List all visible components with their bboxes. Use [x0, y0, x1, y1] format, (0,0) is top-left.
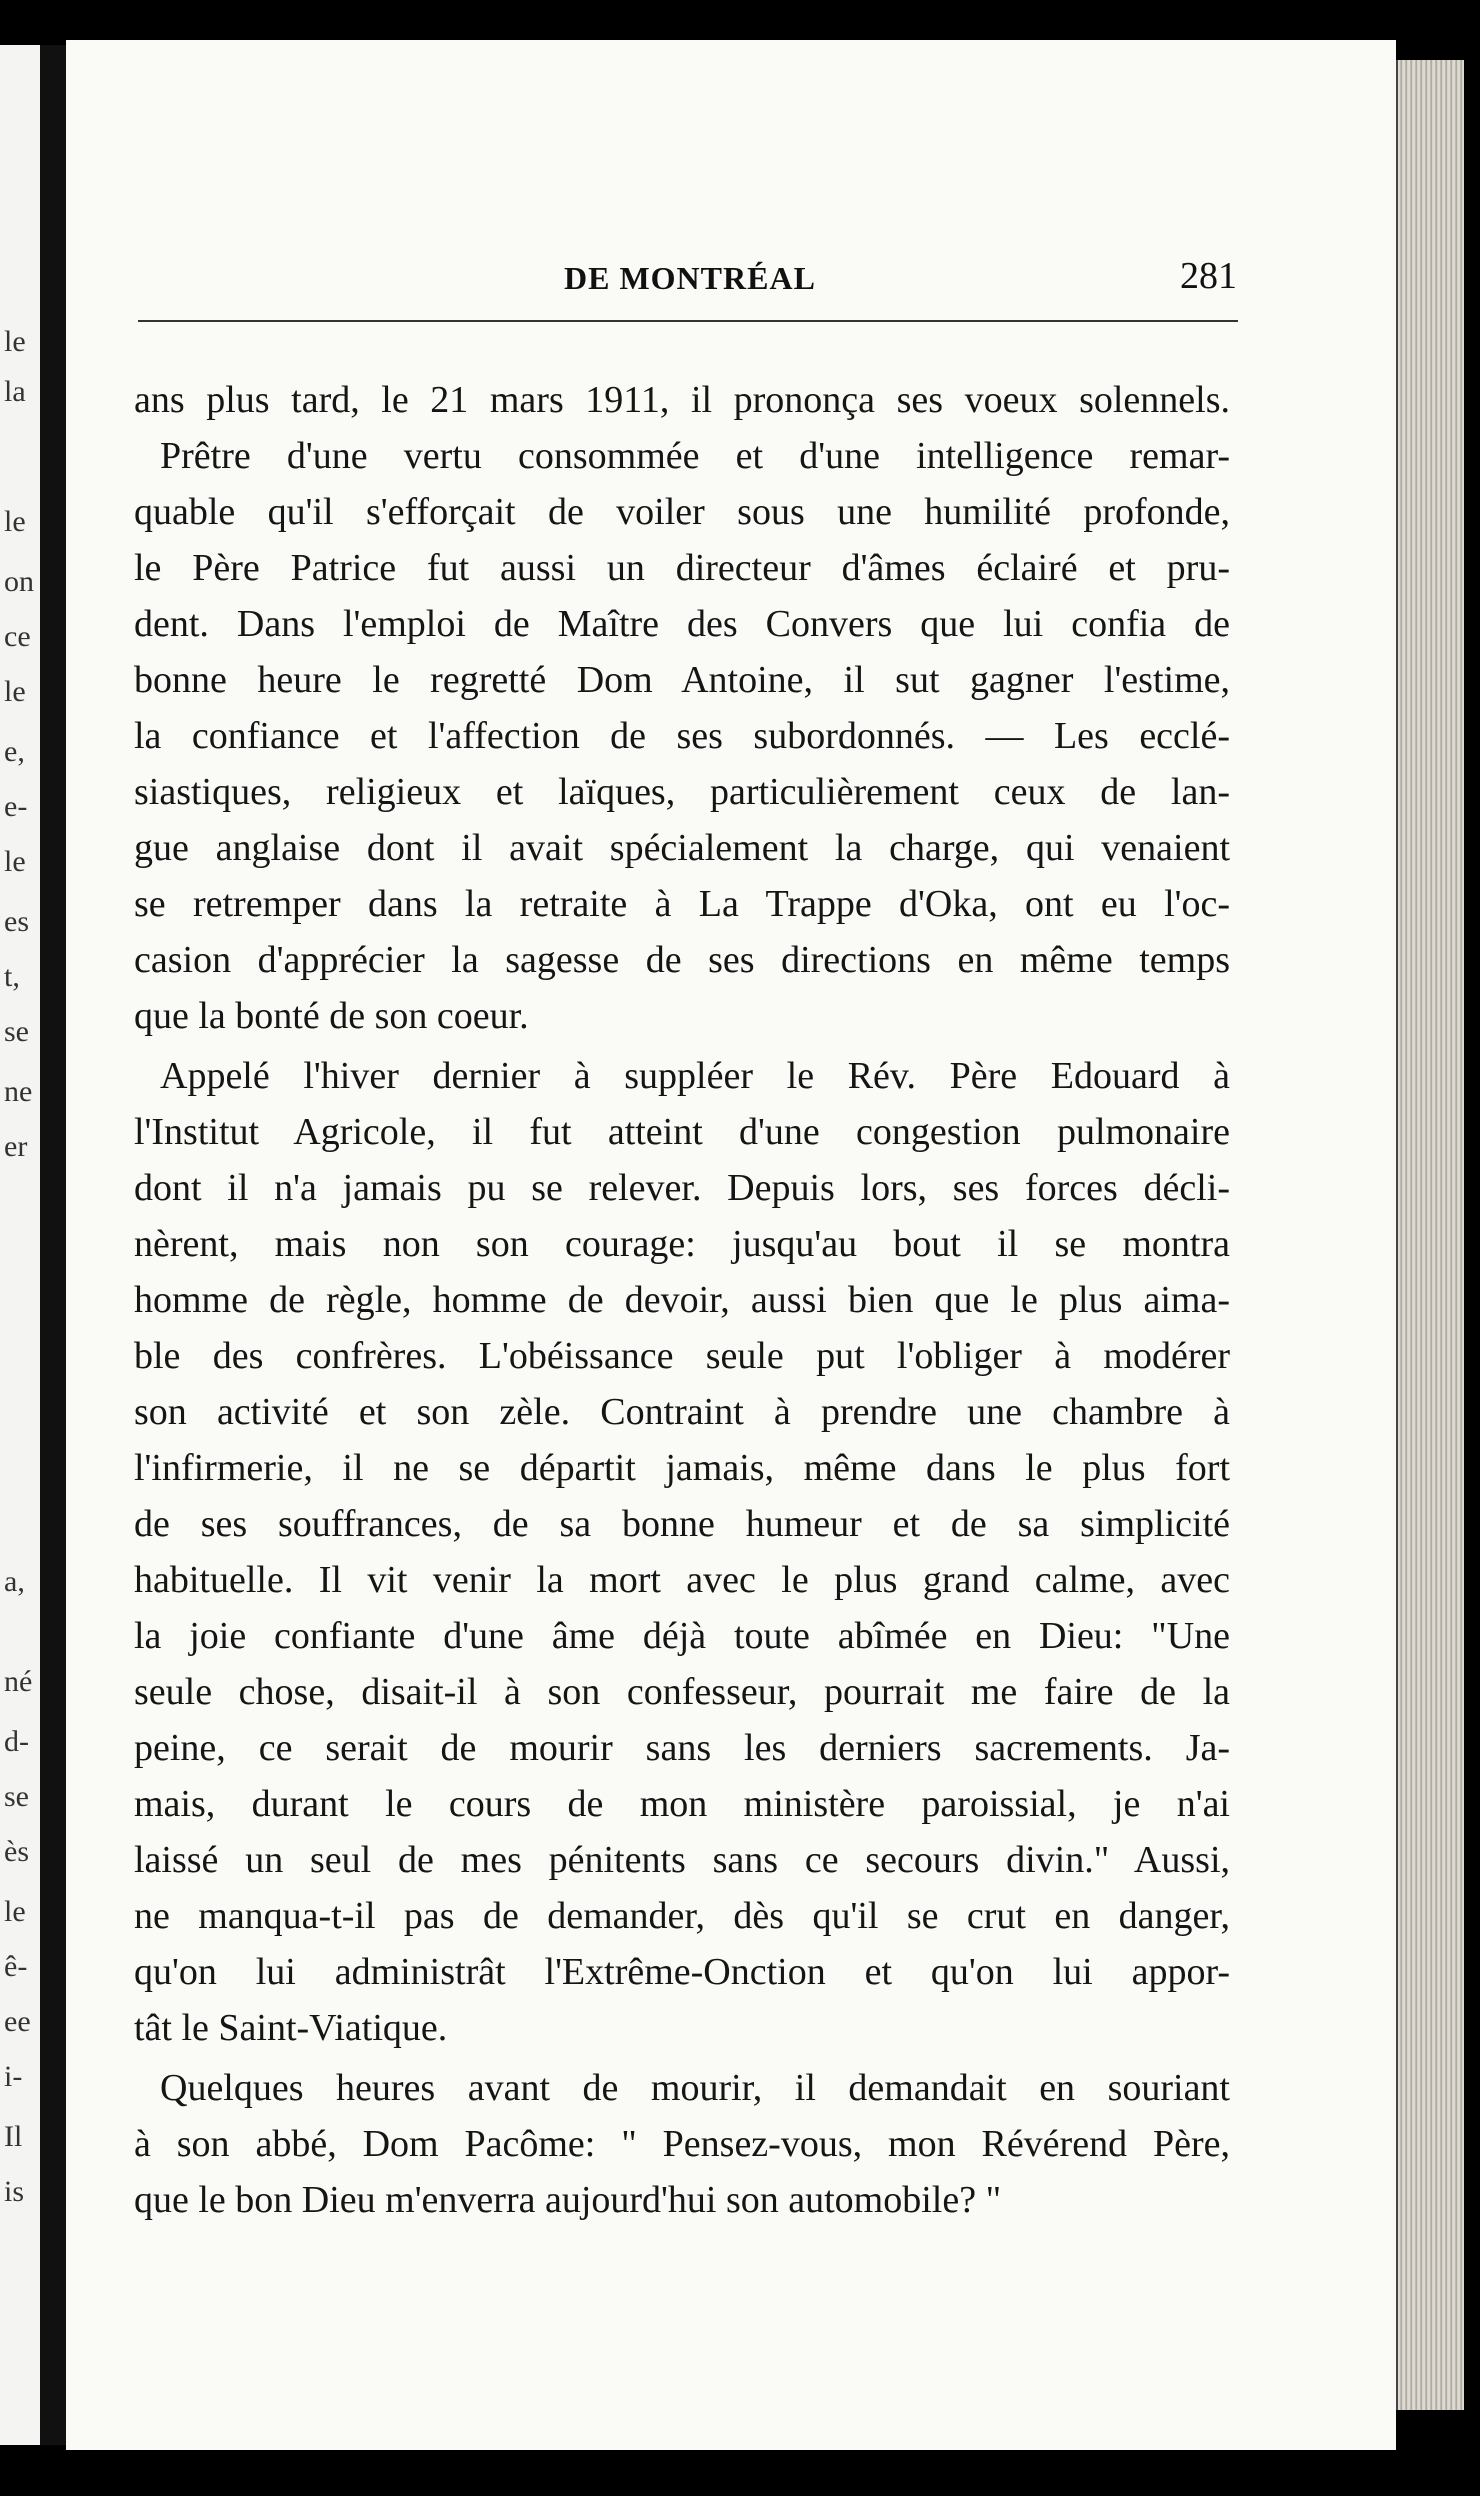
text-line: quable qu'il s'efforçait de voiler sous une humilité profonde,	[134, 491, 1230, 533]
facing-page-fragment: né	[4, 1665, 33, 1698]
text-line: Appelé l'hiver dernier à suppléer le Rév. Père Edouard à	[160, 1055, 1230, 1097]
text-line: qu'on lui administrât l'Extrême-Onction et qu'on lui appor-	[134, 1951, 1230, 1993]
text-line: se retremper dans la retraite à La Trappe d'Oka, ont eu l'oc-	[134, 883, 1230, 925]
text-line: ans plus tard, le 21 mars 1911, il prononça ses voeux solennels.	[134, 379, 1230, 421]
facing-page-fragment: d-	[4, 1725, 29, 1758]
text-line: bonne heure le regretté Dom Antoine, il sut gagner l'estime,	[134, 659, 1230, 701]
facing-page-fragment: e,	[4, 735, 25, 768]
book-gutter	[40, 45, 66, 2445]
text-line: casion d'apprécier la sagesse de ses directions en même temps	[134, 939, 1230, 981]
facing-page-fragment: t,	[4, 960, 20, 993]
text-line: son activité et son zèle. Contraint à prendre une chambre à	[134, 1391, 1230, 1433]
text-line: tât le Saint-Viatique.	[134, 2007, 448, 2049]
facing-page-fragment: ne	[4, 1075, 33, 1108]
text-line: habituelle. Il vit venir la mort avec le plus grand calme, avec	[134, 1559, 1230, 1601]
text-line: seule chose, disait-il à son confesseur, pourrait me faire de la	[134, 1671, 1230, 1713]
text-line: que la bonté de son coeur.	[134, 995, 529, 1037]
facing-page-fragment: le	[4, 845, 26, 878]
text-line: ble des confrères. L'obéissance seule put l'obliger à modérer	[134, 1335, 1230, 1377]
facing-page-fragment: se	[4, 1780, 29, 1813]
text-line: à son abbé, Dom Pacôme: " Pensez-vous, mon Révérend Père,	[134, 2123, 1230, 2165]
text-line: la joie confiante d'une âme déjà toute abîmée en Dieu: "Une	[134, 1615, 1230, 1657]
running-title: DE MONTRÉAL	[564, 260, 816, 296]
text-line: Prêtre d'une vertu consommée et d'une intelligence remar-	[160, 435, 1230, 477]
facing-page-edge	[0, 45, 40, 2445]
text-line: peine, ce serait de mourir sans les derniers sacrements. Ja-	[134, 1727, 1230, 1769]
text-line: Quelques heures avant de mourir, il demandait en souriant	[160, 2067, 1230, 2109]
text-line: siastiques, religieux et laïques, particulièrement ceux de lan-	[134, 771, 1230, 813]
text-line: homme de règle, homme de devoir, aussi bien que le plus aima-	[134, 1279, 1230, 1321]
facing-page-fragment: ce	[4, 620, 31, 653]
text-line: de ses souffrances, de sa bonne humeur et de sa simplicité	[134, 1503, 1230, 1545]
page-edges	[1396, 60, 1464, 2410]
text-line: l'infirmerie, il ne se départit jamais, même dans le plus fort	[134, 1447, 1230, 1489]
facing-page-fragment: le	[4, 675, 26, 708]
text-line: laissé un seul de mes pénitents sans ce secours divin." Aussi,	[134, 1839, 1230, 1881]
facing-page-fragment: le	[4, 325, 26, 358]
text-line: nèrent, mais non son courage: jusqu'au bout il se montra	[134, 1223, 1230, 1265]
facing-page-fragment: is	[4, 2175, 25, 2208]
header-rule	[138, 320, 1238, 322]
facing-page-fragment: a,	[4, 1565, 25, 1598]
text-line: dent. Dans l'emploi de Maître des Convers que lui confia de	[134, 603, 1230, 645]
text-line: que le bon Dieu m'enverra aujourd'hui son automobile? "	[134, 2179, 1002, 2221]
text-line: gue anglaise dont il avait spécialement la charge, qui venaient	[134, 827, 1230, 869]
text-line: la confiance et l'affection de ses subordonnés. — Les ecclé-	[134, 715, 1230, 757]
facing-page-fragment: e-	[4, 790, 28, 823]
text-line: dont il n'a jamais pu se relever. Depuis lors, ses forces décli-	[134, 1167, 1230, 1209]
facing-page-fragment: le	[4, 1895, 26, 1928]
page-number: 281	[1180, 255, 1237, 297]
facing-page-fragment: i-	[4, 2060, 23, 2093]
text-line: l'Institut Agricole, il fut atteint d'une congestion pulmonaire	[134, 1111, 1230, 1153]
text-line: mais, durant le cours de mon ministère paroissial, je n'ai	[134, 1783, 1230, 1825]
facing-page-fragment: le	[4, 505, 26, 538]
facing-page-fragment: es	[4, 905, 29, 938]
facing-page-fragment: ê-	[4, 1950, 28, 1983]
book-page	[66, 40, 1396, 2450]
facing-page-fragment: la	[4, 375, 26, 408]
facing-page-fragment: Il	[4, 2120, 23, 2153]
body-text	[134, 372, 1230, 2228]
text-line: ne manqua-t-il pas de demander, dès qu'il se crut en danger,	[134, 1895, 1230, 1937]
text-line: le Père Patrice fut aussi un directeur d'âmes éclairé et pru-	[134, 547, 1230, 589]
facing-page-fragment: on	[4, 565, 34, 598]
facing-page-fragment: se	[4, 1015, 29, 1048]
facing-page-fragment: ès	[4, 1835, 29, 1868]
facing-page-fragment: er	[4, 1130, 28, 1163]
facing-page-fragment: ee	[4, 2005, 31, 2038]
